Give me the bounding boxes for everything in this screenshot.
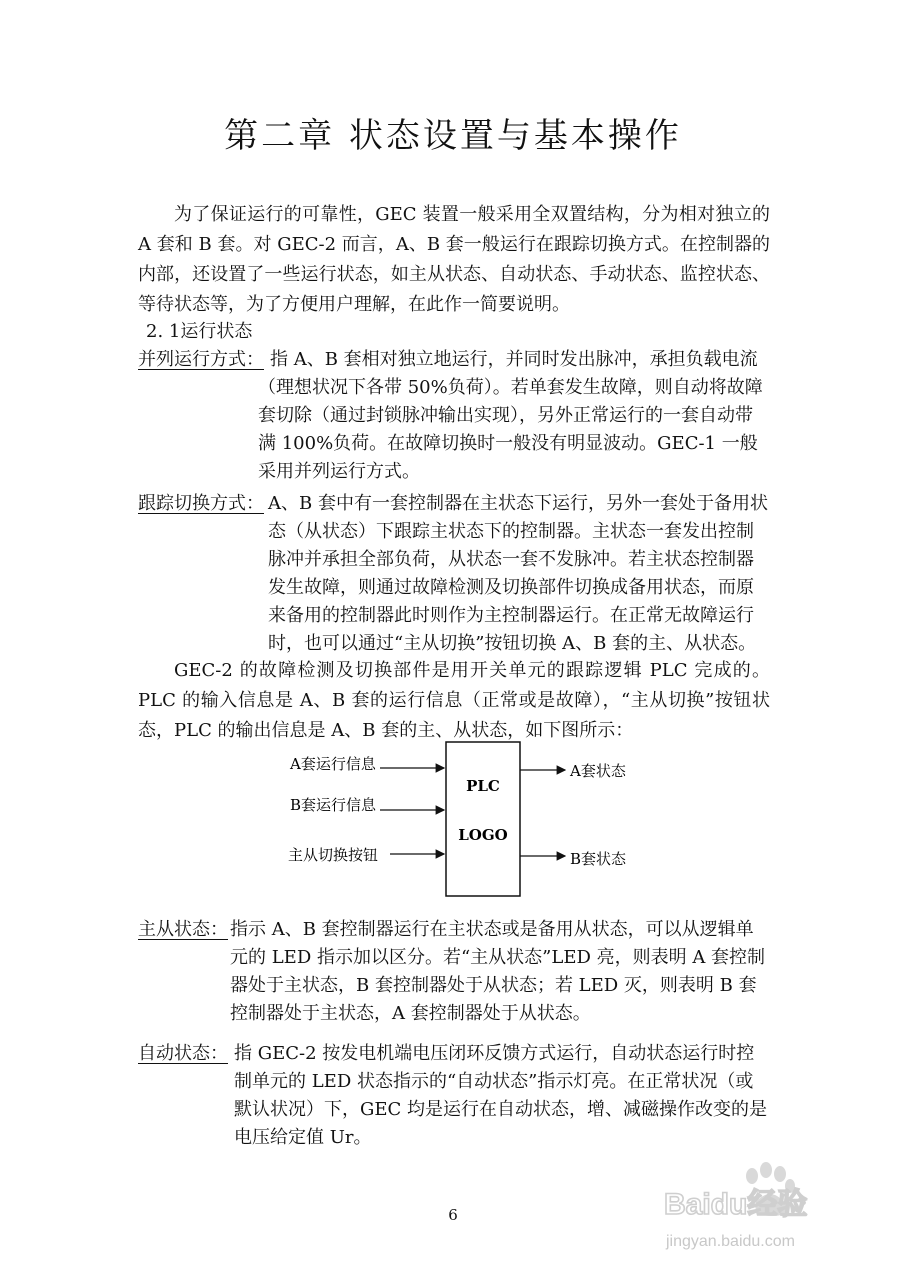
auto-state-text: 指 GEC-2 按发电机端电压闭环反馈方式运行，自动状态运行时控制单元的 LED 状态指示的“自动状态”指示灯亮。在正常状况（或默认状况）下，GEC 均是运行在自动状态，增、减磁操作改变的是电压给定值 Ur。 [234, 1043, 768, 1148]
watermark-brand: Baidu经验 [664, 1188, 808, 1221]
parallel-mode-text: 指 A、B 套相对独立地运行，并同时发出脉冲，承担负载电流（理想状况下各带 50%负荷）。若单套发生故障，则自动将故障套切除（通过封锁脉冲输出实现），另外正常运行的一套自动带满 100%负荷。在故障切换时一般没有明显波动。GEC-1 一般采用并列运行方式。 [258, 349, 763, 482]
baidu-watermark [660, 1150, 840, 1260]
auto-state-label: 自动状态： [138, 1043, 228, 1064]
auto-state-definition [138, 1040, 770, 1148]
output-label-a: A套状态 [570, 762, 626, 780]
parallel-mode-label: 并列运行方式： [138, 349, 264, 370]
input-label-b: B套运行信息 [290, 796, 377, 814]
tracking-mode-text: A、B 套中有一套控制器在主状态下运行，另外一套处于备用状态（从状态）下跟踪主状态下的控制器。主状态一套发出控制脉冲并承担全部负荷，从状态一套不发脉冲。若主状态控制器发生故障，则通过故障检测及切换部件切换成备用状态，而原来备用的控制器此时则作为主控制器运行。在正常无故障运行时，也可以通过“主从切换”按钮切换 A、B 套的主、从状态。 [268, 493, 768, 654]
tracking-mode-definition [138, 490, 770, 654]
plc-diagram [270, 738, 670, 908]
parallel-mode-definition [138, 346, 770, 482]
master-slave-text: 指示 A、B 套控制器运行在主状态或是备用从状态，可以从逻辑单元的 LED 指示加以区分。若“主从状态”LED 亮，则表明 A 套控制器处于主状态，B 套控制器处于从状态；若 LED 灭，则表明 B 套控制器处于主状态，A 套控制器处于从状态。 [230, 919, 766, 1024]
watermark-url: jingyan.baidu.com [666, 1233, 795, 1250]
section-heading: 2. 1运行状态 [146, 321, 253, 342]
plc-box-line2: LOGO [458, 826, 508, 844]
page-title: 第二章 状态设置与基本操作 [224, 116, 682, 156]
output-label-b: B套状态 [570, 850, 627, 868]
plc-box-line1: PLC [466, 777, 500, 795]
master-slave-label: 主从状态： [138, 919, 228, 940]
plc-box [446, 742, 520, 896]
input-label-a: A套运行信息 [290, 755, 376, 773]
page-number: 6 [448, 1206, 458, 1224]
input-label-switch: 主从切换按钮 [288, 846, 379, 864]
master-slave-definition [138, 916, 770, 1024]
plc-intro-paragraph: GEC-2 的故障检测及切换部件是用开关单元的跟踪逻辑 PLC 完成的。PLC 的输入信息是 A、B 套的运行信息（正常或是故障），“主从切换”按钮状态，PLC 的输出信息是 A、B 套的主、从状态，如下图所示： [138, 660, 770, 741]
tracking-mode-label: 跟踪切换方式： [138, 493, 264, 514]
intro-paragraph: 为了保证运行的可靠性，GEC 装置一般采用全双置结构，分为相对独立的 A 套和 B 套。对 GEC-2 而言，A、B 套一般运行在跟踪切换方式。在控制器的内部，还设置了一些运行状态，如主从状态、自动状态、手动状态、监控状态、等待状态等，为了方便用户理解，在此作一简要说明。 [138, 204, 770, 315]
